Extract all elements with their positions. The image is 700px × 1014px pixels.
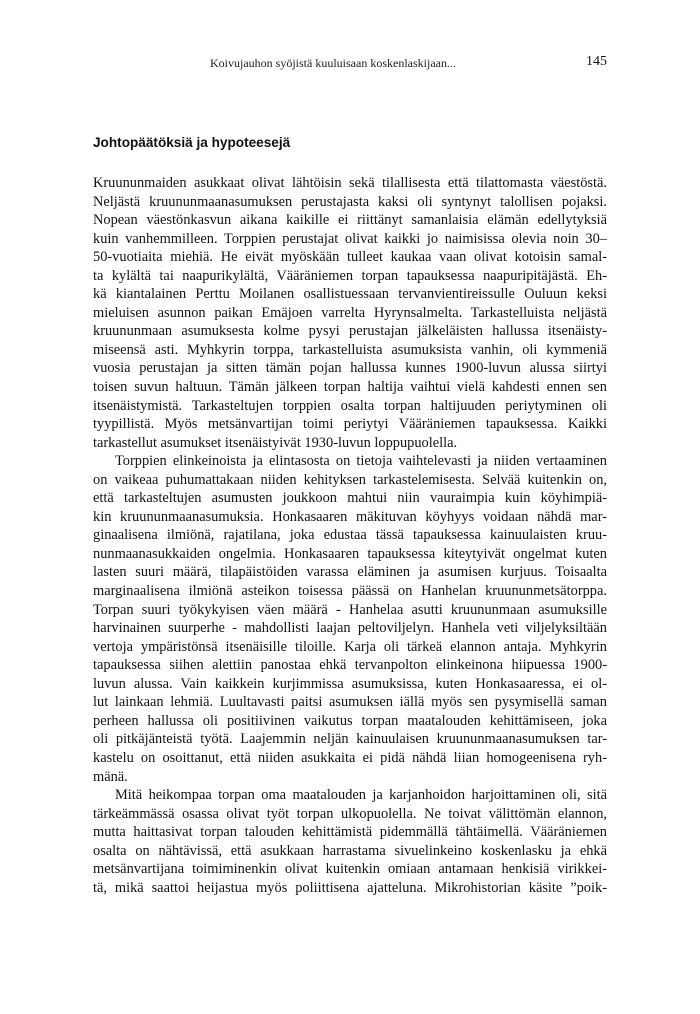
- text-line: mutta haittasivat torpan talouden kehittämistä pidemmällä tähtäimellä. Vääräniemen: [93, 824, 607, 841]
- text-line: Nopean väestönkasvun aikana kaikille ei riittänyt samanlaisia elämän edellytyksiä: [93, 212, 607, 229]
- text-line: toisen suvun haltuun. Tämän jälkeen torpan haltija vaihtui vielä kahdesti ennen sen: [93, 379, 607, 396]
- text-line: tyypillistä. Myös metsänvartijan toimi periytyi Vääräniemen tapauksessa. Kaikki: [93, 416, 607, 433]
- text-line: mieluisen asunnon paikan Emäjoen varrelta Hyrynsalmelta. Tarkastelluista neljästä: [93, 304, 607, 321]
- text-line: Neljästä kruununmaanasumuksen perustajasta kaksi oli syntynyt talollisen pojaksi.: [93, 193, 607, 210]
- text-line: nunmaanasukkaiden ongelmia. Honkasaaren tapauksessa kiteytyivät ongelmat kuten: [93, 545, 607, 562]
- text-line: lasten suuri määrä, tilapäistöiden varassa eläminen ja asumisen kurjuus. Toisaalta: [93, 564, 607, 581]
- text-line: tapauksessa siihen alettiin panostaa ehkä tervanpolton elinkeinona hiipuessa 1900-: [93, 657, 607, 674]
- text-line: kin kruununmaanasumuksia. Honkasaaren mäkituvan köyhyys voidaan nähdä mar-: [93, 508, 607, 525]
- text-line: 50-vuotiaita miehiä. He eivät myöskään tulleet kaukaa vaan olivat kotoisin samal-: [93, 249, 607, 266]
- text-line: Torpan suuri työkykyisen väen määrä - Hanhelaa asutti kruununmaan asumuksille: [93, 601, 607, 618]
- running-header: [93, 54, 607, 72]
- text-line: Mitä heikompaa torpan oma maatalouden ja karjanhoidon harjoittaminen oli, sitä: [115, 787, 607, 804]
- text-line: Torppien elinkeinoista ja elintasosta on tietoja vaihtelevasti ja niiden vertaaminen: [115, 453, 607, 470]
- text-line: kastelu on osoittanut, että niiden asukkaita ei pidä nähdä liian homogeenisena ryh-: [93, 749, 607, 766]
- text-line: itsenäistymistä. Tarkasteltujen torppien osalta torpan haltijuuden periytyminen oli: [93, 397, 607, 414]
- text-line: metsänvartijana toimiminenkin olivat kuitenkin omiaan antamaan henkisiä virikkei-: [93, 861, 607, 878]
- text-line: marginaalisena ilmiönä asteikon toisessa päässä on Hanhelan kruununmetsätorppa.: [93, 583, 607, 600]
- text-line: kruununmaan asumuksesta kolme pysyi perustajan jälkeläisten hallussa itsenäisty-: [93, 323, 607, 340]
- text-line: osalta on nähtävissä, että asukkaan harrastama sivuelinkeino koskenlasku ja ehkä: [93, 842, 607, 859]
- page-number: 145: [586, 54, 607, 69]
- text-line: kä kiantalainen Perttu Moilanen osallistuessaan tervanvientireissulle Ouluun keksi: [93, 286, 607, 303]
- text-line: on vaikeaa puhumattakaan niiden kehityksen tarkastelemisesta. Selvää kuitenkin on,: [93, 471, 607, 488]
- body-text: [93, 174, 607, 897]
- text-line: tarkastellut asumukset itsenäistyivät 1930-luvun loppupuolella.: [93, 434, 458, 451]
- text-line: lut lainkaan lehmiä. Luultavasti paitsi asumuksen iällä myös sen pysymisellä saman: [93, 694, 607, 711]
- text-line: ginaalisena ilmiönä, rajatilana, joka edustaa tässä tapauksessa kainuulaisten kruu-: [93, 527, 607, 544]
- text-line: harvinainen suurperhe - mahdollisti laajan peltoviljelyn. Hanhela veti viljelyksiltään: [93, 620, 607, 637]
- text-line: kuin vanhemmilleen. Torppien perustajat olivat kaikki jo naimisissa olevia noin 30–: [93, 230, 607, 247]
- text-line: että tarkasteltujen asumusten joukkoon mahtui niin vauraimpia kuin köyhimpiä-: [93, 490, 607, 507]
- text-line: ta kylältä tai naapurikylältä, Vääräniemen torpan tapauksessa naapuripitäjästä. Eh-: [93, 267, 607, 284]
- text-line: vertoja ympäristönsä itsenäisille tiloille. Karja oli tärkeä elannon antaja. Myhkyrin: [93, 638, 607, 655]
- text-line: miseensä asti. Myhkyrin torppa, tarkastelluista asumuksista vanhin, oli kymmeniä: [93, 341, 607, 358]
- text-line: luvun alussa. Vain kaikkein kurjimmissa asumuksissa, kuten Honkasaaressa, ei ol-: [93, 675, 607, 692]
- text-line: oli pitkäjänteistä työtä. Laajemmin neljän kainuulaisen kruununmaanasumuksen tar-: [93, 731, 607, 748]
- text-line: perheen hallussa oli positiivinen vaikutus torpan maatalouden kehittämiseen, joka: [93, 712, 607, 729]
- running-title: Koivujauhon syöjistä kuuluisaan koskenlaskijaan...: [210, 56, 456, 70]
- section-heading: Johtopäätöksiä ja hypoteesejä: [93, 135, 291, 150]
- text-line: mänä.: [93, 768, 128, 785]
- text-line: Kruununmaiden asukkaat olivat lähtöisin sekä tilallisesta että tilattomasta väestöstä.: [93, 175, 607, 191]
- text-line: tärkeämmässä osassa olivat työt torpan ulkopuolella. Ne toivat välittömän elannon,: [93, 805, 607, 822]
- text-line: tä, mikä saattoi heijastua myös poliittisena ajatteluna. Mikrohistorian käsite ”poik-: [93, 879, 607, 896]
- text-line: vuosia perustajan ja sitten tämän pojan hallussa kunnes 1900-luvun alussa siirtyi: [93, 360, 607, 377]
